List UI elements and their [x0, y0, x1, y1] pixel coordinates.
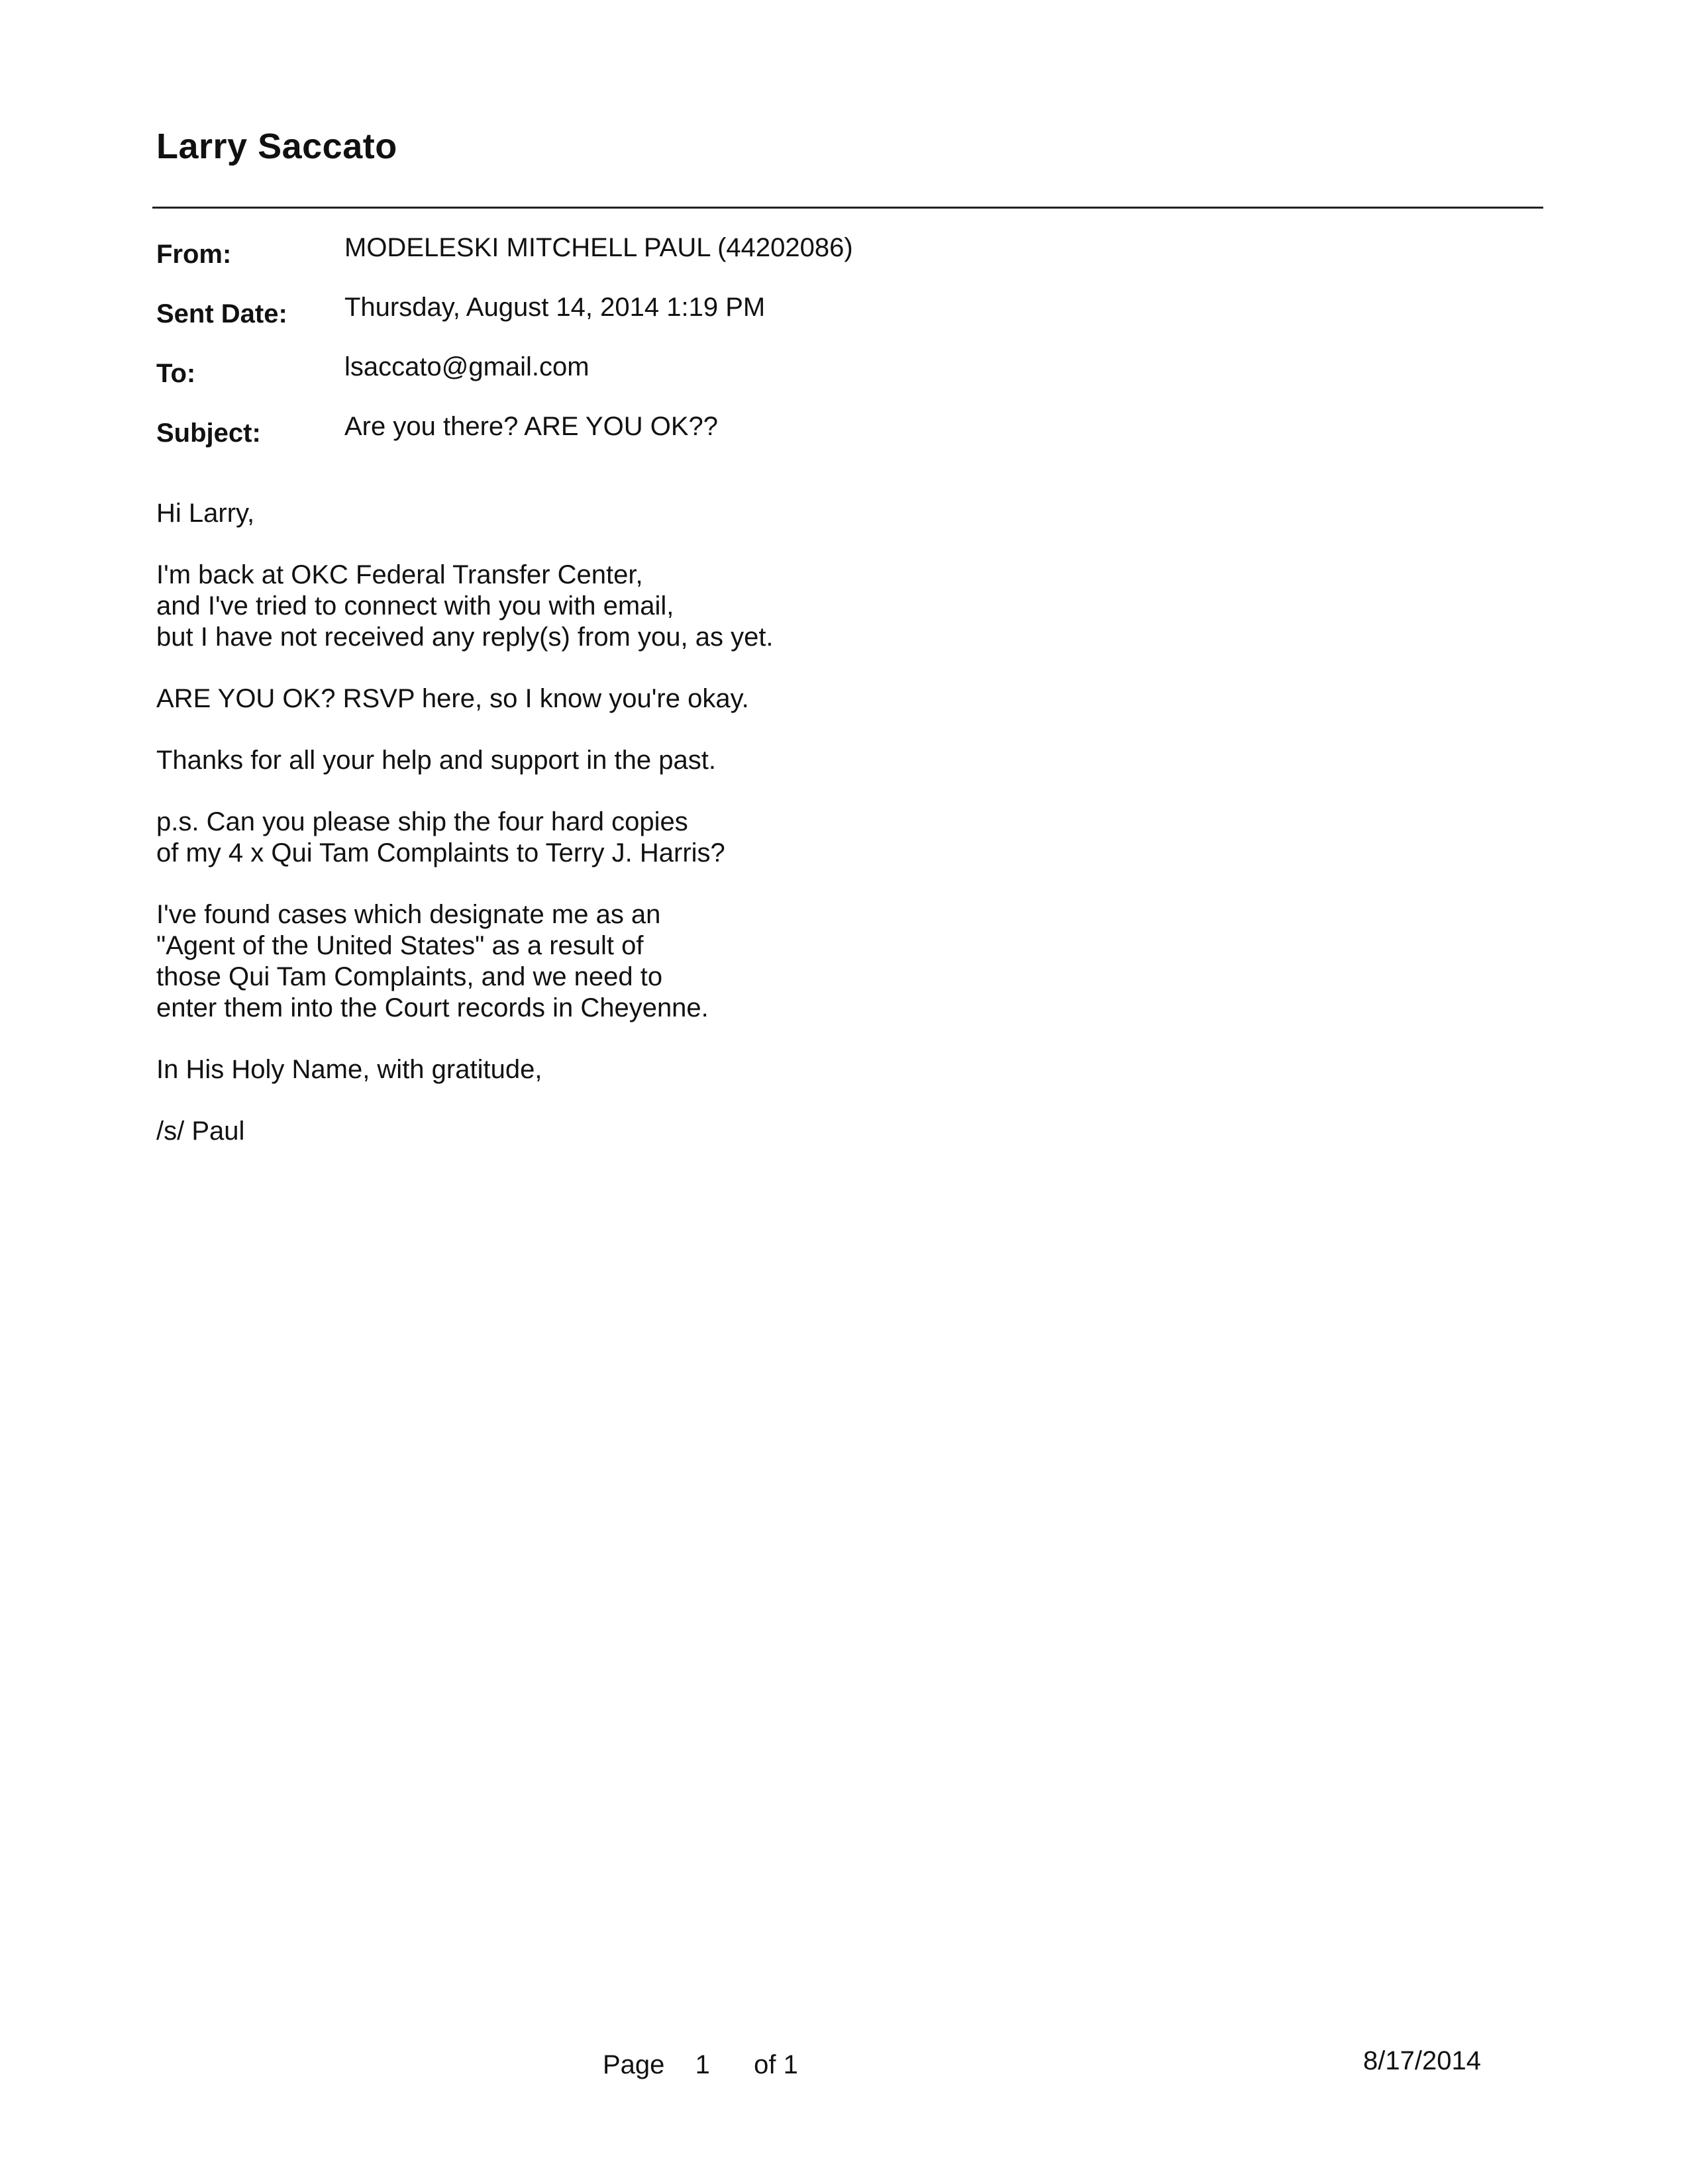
email-body [156, 498, 1216, 1177]
sent-date-value: Thursday, August 14, 2014 1:19 PM [344, 293, 766, 322]
header-divider [152, 207, 1543, 209]
to-label: To: [156, 359, 196, 388]
page-number [603, 2050, 798, 2080]
body-paragraph-4: p.s. Can you please ship the four hard copies of my 4 x Qui Tam Complaints to Terry J. Harris? [156, 807, 725, 868]
print-date: 8/17/2014 [1363, 2046, 1481, 2075]
greeting: Hi Larry, [156, 499, 255, 528]
page-current: 1 [695, 2050, 710, 2079]
page-total: of 1 [754, 2050, 798, 2079]
body-paragraph-2: ARE YOU OK? RSVP here, so I know you're okay. [156, 684, 749, 713]
to-value: lsaccato@gmail.com [344, 352, 589, 381]
body-paragraph-5: I've found cases which designate me as an "Agent of the United States" as a result of those Qui Tam Complaints, and we need to enter them into the Court records in Cheyenne. [156, 900, 709, 1022]
subject-label: Subject: [156, 419, 261, 448]
page-word: Page [603, 2050, 665, 2079]
from-label: From: [156, 240, 232, 269]
closing: In His Holy Name, with gratitude, [156, 1055, 542, 1084]
mailbox-owner-title: Larry Saccato [156, 126, 397, 166]
body-paragraph-3: Thanks for all your help and support in the past. [156, 746, 716, 775]
sent-date-label: Sent Date: [156, 299, 287, 328]
from-value: MODELESKI MITCHELL PAUL (44202086) [344, 233, 853, 262]
body-paragraph-1: I'm back at OKC Federal Transfer Center, and I've tried to connect with you with email, but I have not received any reply(s) from you, as yet. [156, 560, 774, 652]
subject-value: Are you there? ARE YOU OK?? [344, 412, 719, 441]
signature: /s/ Paul [156, 1117, 245, 1146]
